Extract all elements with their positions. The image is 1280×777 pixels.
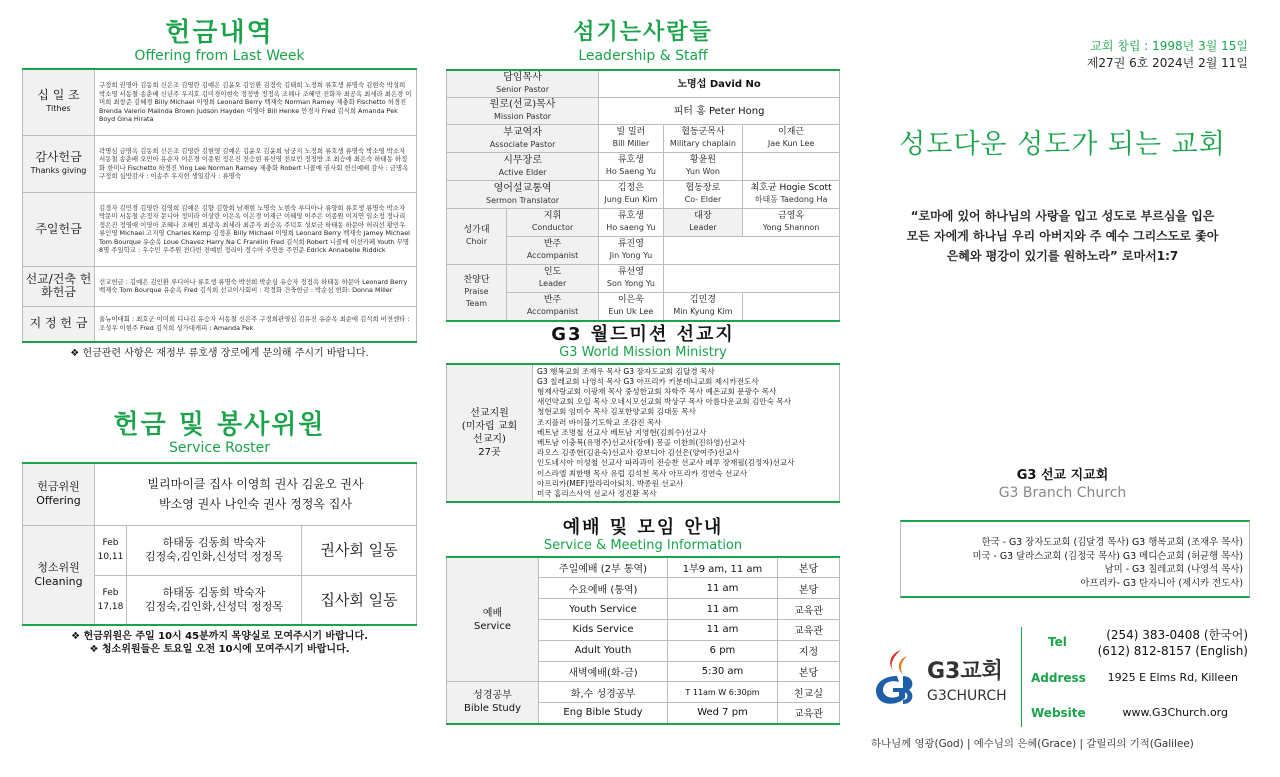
service-time: Wed 7 pm	[668, 703, 778, 724]
service-place: 교육관	[778, 599, 840, 620]
logo-divider	[1021, 627, 1022, 727]
list-item: G3 칠레교회 나영석 목사 G3 아프리카 키분데니교회 제시카전도사	[537, 376, 759, 386]
website-label: Website	[1031, 706, 1086, 720]
mission-pastor-label: 원로(선교)목사	[489, 99, 556, 110]
praise-leader-label-en: Leader	[538, 279, 567, 288]
translator-label-en: Sermon Translator	[486, 195, 560, 205]
mission-table	[446, 363, 840, 504]
g3-logo-icon	[867, 646, 919, 708]
elder-name: 황윤원	[689, 155, 716, 165]
logo-name-en: G3CHURCH	[927, 688, 1007, 704]
praise-leader-label: 인도	[543, 267, 562, 277]
conductor-label-en: Conductor	[531, 223, 574, 232]
service-name: Kids Service	[539, 620, 668, 641]
list-item: 아프리카(MEF)말라리아퇴치. 박종원 선교사	[537, 478, 684, 488]
roster-title: 헌금 및 봉사위원	[113, 410, 326, 440]
verse-line: “로마에 있어 하나님의 사랑을 입고 성도로 부르심을 입은	[910, 209, 1215, 223]
assoc-name-en: Bill Miller	[612, 139, 650, 148]
tithes-label: 십 일 조	[37, 88, 80, 103]
mission-title: G3 월드미션 선교지	[551, 323, 735, 345]
translator-name: 김정은	[617, 183, 644, 193]
tithes-label-en: Tithes	[46, 104, 71, 114]
clean-group: 권사회 일동	[302, 525, 417, 575]
table-row	[23, 266, 417, 306]
service-time: 6 pm	[668, 640, 778, 661]
worship-subtitle: Service & Meeting Information	[543, 538, 743, 554]
table-row	[23, 135, 417, 192]
sunday-names: 김경자 김민경 김영란 김영희 김예은 김향 김향희 남재현 노명숙 노현숙 루디아나 류양희 류호생 류명숙 박소자 박문미 서동철 손정자 문니아 정미라 이상란 이은옥 이은경 이재근 이혜영 이주은 이종원 이지연 임소정 정나리 정은진 정영애 이영아 조혜나 조혜민 최광옥 최세라 최준자 최승옥 주덕호 성보금 하태동 하문아 허리선 황민우 류인영 Michael 고지영 Charles Kemp 김정훈 Billy Michael 이영희 Leonard Berry 백재숙 Jamey Michael Tom Bourque 유순옥 Loue Chavez Harry Na C Franklin Fred 김식희 Robert 니콜매 이선카페 Youth 무명 8명 주일학교 : 우수민 우주원 전다빈 전예빈 정리아 정수아 주연웅 주연준 Edrick Annabelle Riddick	[95, 192, 417, 266]
list-item: 조지플러 바이블기도학교 조감진 목사	[537, 417, 662, 427]
mission-subtitle: G3 World Mission Ministry	[559, 344, 727, 360]
table-row	[23, 525, 417, 575]
mission-label-4: 27곳	[478, 446, 501, 458]
accompanist-name: 류진영	[617, 239, 644, 249]
list-item: 베트남 이충복(유명주)선교사(장애) 몽골 이찬희(진하영)선교사	[537, 437, 746, 447]
tithes-names: 구정희 권명아 김동희 신은조 김영란 김예은 김윤오 김인환 김정숙 김태희 노정희 류호생 류명숙 김현숙 박성희 박소영 서동철 송춘배 신년주 우지호 김미경이현숙 정정방 정정옥 조해나 조혜민 진화자 최공옥 최세라 최은경 이미희 최창준 김혜경 Billy Michael 이영희 Leonard Berry 백재숙 Norman Ramey 제충화 Fischetto 허경진 Brenda Valerio Malinda Brown Judson Hayden 이영아 Bill Henke 안경자 Fred 김식희 Amanda Pek Boyd Gina Hirata	[95, 69, 417, 135]
elder-name-en: Yun Won	[685, 167, 720, 176]
service-place: 지정	[778, 640, 840, 661]
conductor-name: 류호생	[617, 211, 644, 221]
branch-list	[900, 520, 1250, 598]
praise-acc-name: 이은욱	[617, 294, 644, 305]
co-elder-label-en: Co- Elder	[684, 195, 722, 204]
designated-names: 울뉴이대회 : 최호군 이미희 디나김 유승자 서동철 신은주 구정희관영심 김유진 유순옥 최순애 김식희 비젼센타 : 조성우 이현주 Fred 김식희 성가대캐피 : Amanda Pek	[95, 306, 417, 342]
table-row	[23, 69, 417, 135]
clean-names-2: 김정숙,김인화,신성덕 정정목	[144, 599, 283, 613]
address-label: Address	[1031, 671, 1086, 685]
service-place: 본당	[778, 557, 840, 578]
list-item: 형제사랑교회 이광재 목사 중성한교회 차학주 목사 예온교회 문광수 목사	[537, 386, 777, 396]
thanks-label: 감사헌금	[35, 149, 82, 164]
list-item: 라오스 김종현(김윤숙)선교사 캄보디아 김선은(양여주)선교사	[537, 448, 740, 458]
tel-korean[interactable]: (254) 383-0408 (한국어)	[1106, 628, 1248, 642]
assoc-label: 부교역자	[503, 126, 542, 138]
service-time: 11 am	[668, 599, 778, 620]
assoc-name: 협동군목사	[681, 127, 725, 137]
service-name: Adult Youth	[539, 640, 668, 661]
sunday-label: 주일헌금	[35, 221, 82, 236]
church-motto: 성도다운 성도가 되는 교회	[899, 129, 1226, 160]
co-elder-name-2: 하태동 Taedong Ha	[754, 195, 828, 204]
service-name: Eng Bible Study	[539, 703, 668, 724]
praise-leader-name-en: Son Yong Yu	[606, 279, 655, 288]
cleaning-label-en: Cleaning	[34, 574, 83, 588]
assoc-name-en: Jae Kun Lee	[767, 139, 815, 148]
roster-note-2: ❖ 청소위원들은 토요일 오전 10시에 모여주시기 바랍니다.	[89, 644, 350, 655]
issue-info: 제27권 6호 2024년 2월 11일	[1086, 56, 1248, 70]
service-name: 화,수 성경공부	[539, 682, 668, 703]
service-table	[446, 556, 840, 724]
service-name: 수요예배 (통역)	[539, 578, 668, 599]
leadership-table	[446, 69, 840, 322]
branch-title: G3 선교 지교회	[1016, 468, 1109, 483]
service-place: 교육관	[778, 620, 840, 641]
cleaning-label: 청소위원	[37, 560, 80, 574]
mission-pastor-label-en: Mission Pastor	[494, 112, 552, 121]
praise-label-en-2: Team	[465, 298, 488, 308]
table-row	[23, 463, 417, 525]
choir-leader-label: 대장	[694, 211, 712, 221]
verse-line: 은혜와 평강이 있기를 원하노라” 로마서1:7	[946, 249, 1179, 263]
table-row	[23, 306, 417, 342]
offering-section	[22, 0, 417, 656]
offering-team-label-en: Offering	[36, 494, 81, 508]
clean-group: 집사회 일동	[302, 575, 417, 625]
table-row	[447, 557, 840, 578]
cover-section	[865, 0, 1260, 777]
address-value: 1925 E Elms Rd, Killeen	[1107, 671, 1238, 684]
list-item: 청현교회 임미수 목사 김포한양교회 김대동 목사	[537, 407, 696, 417]
accompanist-label-en: Accompanist	[526, 251, 579, 260]
logo-name: G3교회	[927, 659, 1003, 684]
list-item: 한국 - G3 장자도교회 (김달경 목사) G3 행복교회 (조재우 목사)	[981, 537, 1243, 548]
service-place: 본당	[778, 578, 840, 599]
co-elder-name: 최호균 Hogie Scott	[750, 183, 832, 193]
list-item: 베트남 조명철 선교사 베트남 지영현(김희수)선교사	[537, 427, 707, 437]
bible-verse	[875, 206, 1250, 266]
service-name: Youth Service	[539, 599, 668, 620]
leadership-subtitle: Leadership & Staff	[578, 48, 708, 64]
choir-leader-name: 금영옥	[778, 211, 805, 221]
service-time: 11 am	[668, 620, 778, 641]
senior-pastor-label: 담임목사	[503, 72, 542, 83]
thanks-names: 곽명심 금명옥 김동희 신은조 김영란 김현영 김예은 김윤오 김윤희 남궁지 노정희 류호생 류명숙 박소영 박소자 서동철 송춘배 오민아 유순자 이은경 이종원 정은진 전승현 류선영 전보민 정정방 조 최승애 최은숙 하태동 하정화 한미나 Fischetto 하경진 Ying Lee Norman Ramey 제충화 Robert 니콜매 권사회 헌신예배 감사 : 금명옥 구정희 심방감사 : 이송주 우지헌 생일감사 : 류명숙	[95, 135, 417, 192]
praise-label: 찬양단	[463, 274, 490, 285]
clean-date-day: 17,18	[97, 601, 124, 612]
offering-team-label: 헌금위원	[37, 480, 80, 494]
service-time: T 11am W 6:30pm	[668, 682, 778, 703]
choir-label: 성가대	[463, 225, 490, 235]
senior-pastor-name: 노명섭 David No	[599, 70, 840, 98]
service-place: 친교실	[778, 682, 840, 703]
clean-date: Feb	[102, 587, 119, 598]
service-time: 1부9 am, 11 am	[668, 557, 778, 578]
service-name: 주일예배 (2부 통역)	[539, 557, 668, 578]
offering-team-names: 빌리마이클 집사 이영희 권사 김윤오 권사	[147, 477, 364, 492]
roster-note-1: ❖ 헌금위원은 주일 10시 45분까지 목양실로 모여주시기 바랍니다.	[71, 631, 368, 642]
mission-pastor-name: 피터 홍 Peter Hong	[599, 98, 840, 125]
praise-acc-name-en: Min Kyung Kim	[673, 306, 733, 316]
offering-team-names-2: 박소영 권사 나인숙 권사 정정옥 집사	[159, 497, 352, 512]
praise-leader-name: 류선영	[617, 267, 644, 277]
conductor-label: 지휘	[543, 211, 562, 221]
service-time: 5:30 am	[668, 661, 778, 682]
clean-date-day: 10,11	[97, 552, 124, 562]
mission-offer-label: 선교/건축 헌화헌금	[25, 272, 92, 299]
elder-name-en: Ho Saeng Yu	[605, 167, 656, 176]
elder-name: 류호생	[617, 155, 644, 165]
verse-line: 모든 자에게 하나님 우리 아버지와 주 예수 그리스도로 좇아	[906, 229, 1219, 243]
service-label: 예배	[482, 607, 503, 619]
conductor-name-en: Ho saeng Yu	[606, 223, 656, 232]
tel-label: Tel	[1048, 635, 1067, 649]
service-name: 새벽예배(화-금)	[539, 661, 668, 682]
praise-acc-name-en: Eun Uk Lee	[608, 306, 654, 316]
co-elder-label: 협동장로	[685, 183, 721, 193]
praise-label-en: Praise	[464, 286, 489, 296]
praise-acc-label: 반주	[543, 294, 562, 305]
assoc-name-en: Military chaplain	[669, 139, 736, 148]
assoc-label-en: Associate Pastor	[489, 139, 556, 149]
mission-label-2: (미자립 교회	[461, 420, 518, 432]
translator-name-en: Jung Eun Kim	[604, 195, 658, 204]
tel-english[interactable]: (612) 812-8157 (English)	[1097, 644, 1248, 658]
accompanist-label: 반주	[543, 239, 562, 249]
designated-label: 지 정 헌 금	[29, 316, 88, 331]
service-label-en: Service	[474, 620, 511, 632]
list-item: 새언약교회 오일 목사 오네시모선교회 박상구 목사 아름다운교회 김안숙 목사	[537, 397, 792, 407]
service-time: 11 am	[668, 578, 778, 599]
table-row	[23, 192, 417, 266]
list-item: 이스라엘 최한뱅 목사 유럽 김석천 목사 아프리카 정연숙 선교사	[537, 468, 748, 478]
list-item: G3 행복교회 조재우 목사 G3 장자도교회 김달경 목사	[537, 366, 715, 376]
bible-study-label: 성경공부	[473, 690, 512, 702]
founded-date: 교회 창립 : 1998년 3월 15일	[1090, 39, 1248, 53]
offering-note: ❖ 헌금관련 사항은 재정부 류호생 장로에게 문의해 주시기 바랍니다.	[70, 348, 369, 359]
offering-title: 헌금내역	[165, 18, 274, 48]
praise-acc-label-en: Accompanist	[526, 306, 579, 316]
roster-table	[22, 462, 417, 626]
clean-names: 하태동 김동희 박숙자	[162, 536, 266, 549]
mission-offer-names: 선교헌금 : 김예은 김인환 루디아나 류호생 류명숙 박선희 박순심 유승자 정정옥 하태동 하문아 Leonard Berry 백재숙 Tom Bourque 유순옥 Fred 김식희 선교이사회비 : 곽정화 건축헌금 : 박순심 헌화: Donna Miller	[95, 266, 417, 306]
mission-label-3: 선교지)	[473, 433, 506, 445]
list-item: 아프리카- G3 탄자니아 (제시카 전도사)	[1080, 577, 1243, 589]
choir-leader-name-en: Yong Shannon	[762, 223, 820, 232]
list-item: 인도네시아 이성철 선교사 파라과이 전승찬 선교사 페루 장재필(김정자)선교사	[537, 458, 795, 468]
leadership-section	[446, 0, 840, 725]
mission-list	[533, 364, 840, 503]
elder-label-en: Active Elder	[498, 167, 547, 177]
clean-date: Feb	[102, 538, 119, 548]
worship-title: 예배 및 모임 안내	[562, 517, 724, 539]
offering-table	[22, 68, 417, 343]
service-place: 본당	[778, 661, 840, 682]
list-item: 미국 홈리스사역 선교사 정진환 목사	[537, 488, 657, 498]
senior-pastor-label-en: Senior Pastor	[496, 85, 549, 94]
list-item: 미국 - G3 달라스교회 (김정국 목사) G3 메디슨교회 (허균행 목사)	[972, 550, 1243, 562]
praise-acc-name: 김민경	[689, 294, 716, 305]
choir-leader-label-en: Leader	[689, 223, 717, 232]
church-logo	[865, 640, 1021, 715]
footer-slogan: 하나님께 영광(God) | 예수님의 은혜(Grace) | 갈릴리의 기적(Galilee)	[871, 738, 1194, 750]
elder-label: 시무장로	[503, 154, 542, 166]
translator-label: 영어설교통역	[493, 182, 552, 194]
website-link[interactable]: www.G3Church.org	[1122, 706, 1228, 719]
offering-subtitle: Offering from Last Week	[134, 48, 305, 64]
list-item: 남미 - G3 칠레교회 (나영석 목사)	[1104, 564, 1243, 575]
assoc-name: 이재근	[778, 127, 805, 137]
mission-label: 선교지원	[470, 407, 509, 419]
clean-names-2: 김정숙,김인화,신성덕 정정목	[144, 550, 283, 563]
choir-label-en: Choir	[465, 237, 488, 246]
bible-study-label-en: Bible Study	[464, 703, 521, 715]
table-row	[447, 682, 840, 703]
roster-subtitle: Service Roster	[168, 440, 270, 456]
service-place: 교육관	[778, 703, 840, 724]
thanks-label-en: Thanks giving	[30, 165, 87, 175]
leadership-title: 섬기는사람들	[573, 20, 713, 45]
assoc-name: 빌 밀러	[616, 127, 646, 137]
branch-subtitle: G3 Branch Church	[998, 485, 1127, 501]
clean-names: 하태동 김동희 박숙자	[162, 585, 266, 599]
accompanist-name-en: Jin Yong Yu	[609, 251, 653, 260]
